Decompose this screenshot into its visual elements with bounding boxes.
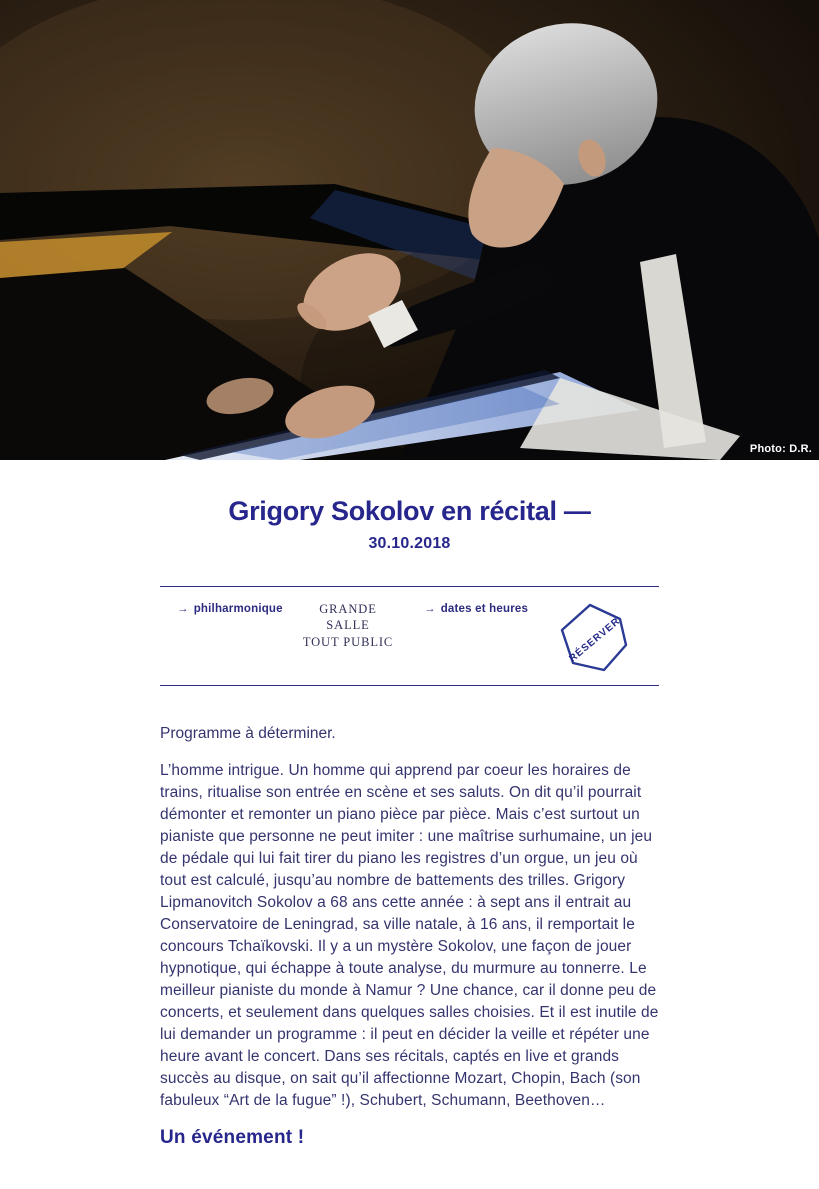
venue-line1: GRANDE SALLE (319, 602, 377, 633)
dates-heures-link[interactable] (424, 603, 528, 615)
arrow-right-icon: → (424, 603, 436, 616)
hero-photo (0, 0, 819, 460)
reserve-label: RÉSERVER (567, 615, 623, 665)
closing-heading: Un événement ! (160, 1127, 305, 1149)
dates-heures-label: dates et heures (440, 603, 529, 616)
event-date: 30.10.2018 (368, 535, 451, 553)
philharmonique-link[interactable] (177, 603, 283, 615)
venue-line2: TOUT PUBLIC (302, 634, 394, 649)
hero-image (0, 0, 819, 460)
event-header (0, 496, 819, 553)
reserve-stamp-hexagon (560, 603, 628, 673)
program-note: Programme à déterminer. (160, 725, 336, 743)
philharmonique-label: philharmonique (193, 603, 283, 616)
reserve-button[interactable] (560, 603, 628, 673)
description-paragraph: L’homme intrigue. Un homme qui apprend par coeur les horaires de trains, ritualise son entrée en scène et ses saluts. On dit qu’il pourrait démonter et remonter un piano pièce par pièce. Mais c’est surtout un pianiste que personne ne peut imiter : une maîtrise surhumaine, un jeu de pédale qui lui fait tirer du piano les registres d’un orgue, un jeu où tout est calculé, jusqu’au nombre de battements des trilles. Grigory Lipmanovitch Sokolov a 68 ans cette année : à sept ans il entrait au Conservatoire de Leningrad, sa ville natale, à 16 ans, il remportait le concours Tchaïkovski. Il y a un mystère Sokolov, une façon de jouer hypnotique, qui échappe à toute analyse, du murmure au tonnerre. Le meilleur pianiste du monde à Namur ? Une chance, car il donne peu de concerts, et seulement dans quelques salles choisies. Et il est inutile de lui demander un programme : il peut en décider la veille et répéter une heure avant le concert. Dans ses récitals, captés en live et grands succès au disque, on sait qu’il affectionne Mozart, Chopin, Bach (son fabuleux “Art de la fugue” !), Schubert, Schumann, Beethoven… (160, 762, 659, 1110)
bottom-spacer (160, 1149, 659, 1189)
meta-bar (160, 586, 659, 686)
venue-audience-label (298, 601, 398, 650)
event-description (160, 723, 659, 1189)
page-title: Grigory Sokolov en récital — (228, 496, 591, 526)
photo-credit: Photo: D.R. (749, 443, 812, 455)
arrow-right-icon: → (177, 603, 189, 616)
